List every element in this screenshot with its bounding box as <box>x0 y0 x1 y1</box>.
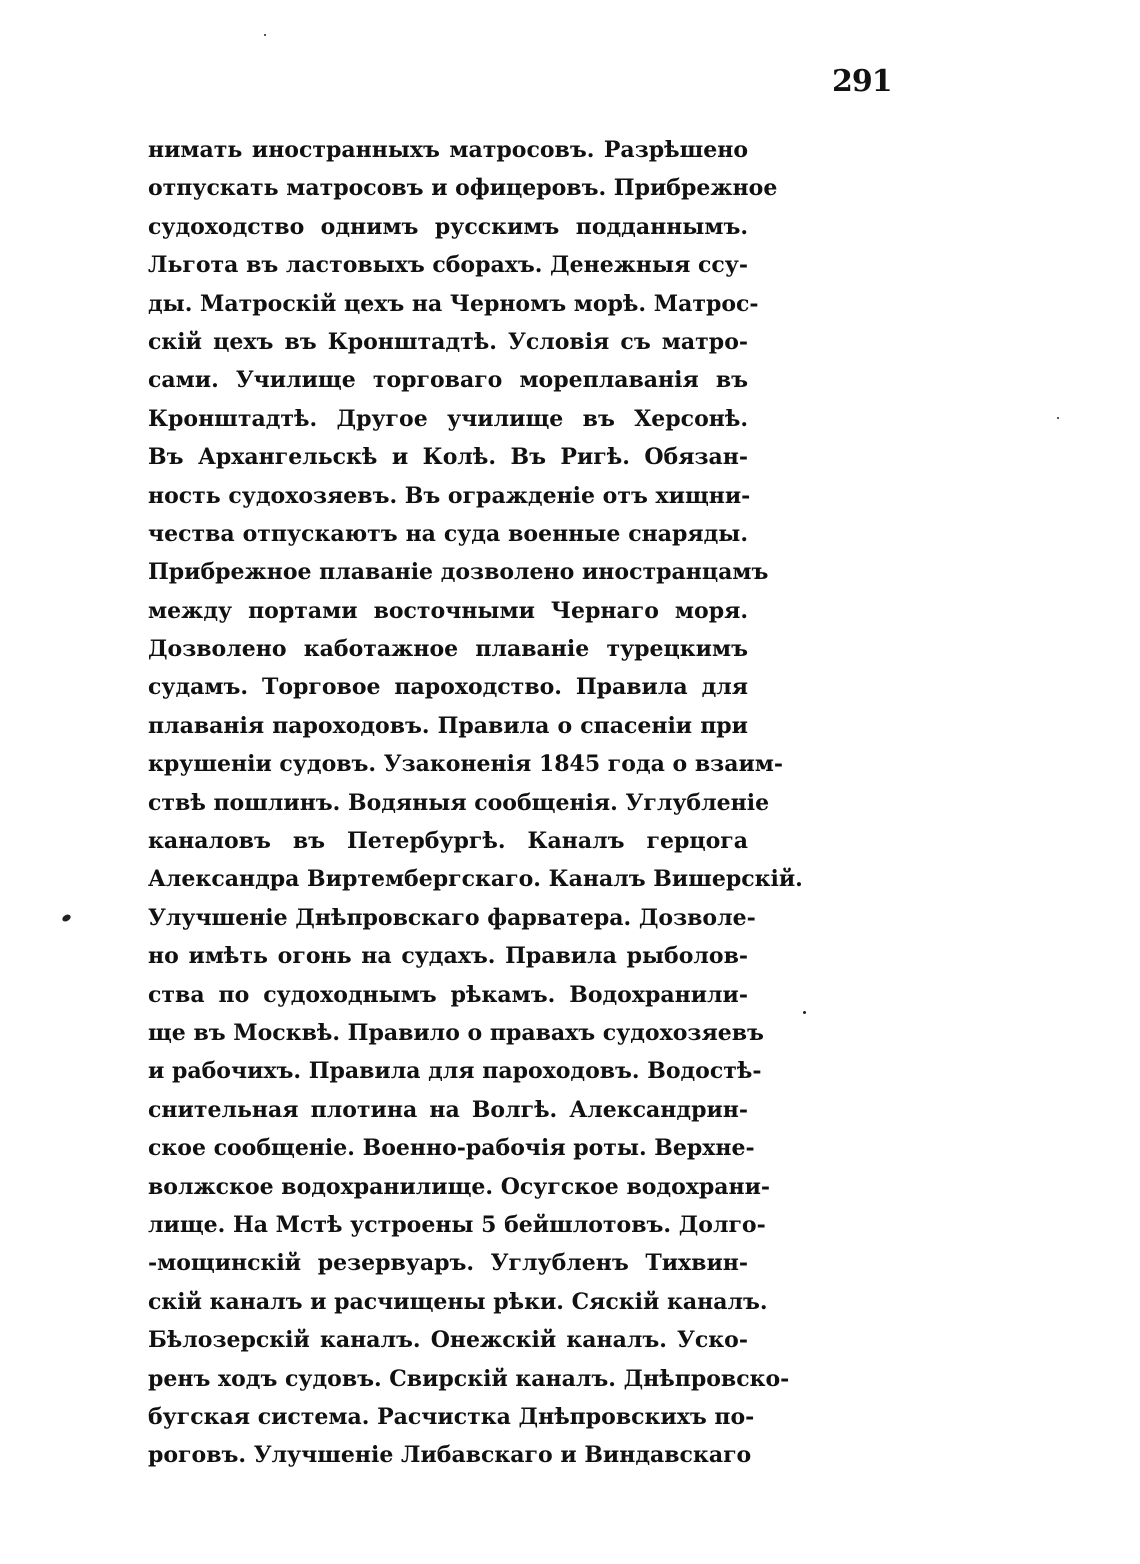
text-line: чества отпускаютъ на суда военные снаряды. <box>148 520 748 547</box>
text-line: Прибрежное плаваніе дозволено иностранцамъ <box>148 559 769 586</box>
text-line: но имѣть огонь на судахъ. Правила рыболов- <box>148 943 748 970</box>
text-line: судоходство однимъ русскимъ подданнымъ. <box>148 213 748 240</box>
text-line: Александра Виртембергскаго. Каналъ Вишерскій. <box>148 866 803 893</box>
text-line: отпускать матросовъ и офицеровъ. Прибрежное <box>148 175 778 202</box>
text-line: между портами восточными Чернаго моря. <box>148 597 748 624</box>
text-line: Улучшеніе Днѣпровскаго фарватера. Дозволе- <box>148 904 756 931</box>
text-line: судамъ. Торговое пароходство. Правила для <box>148 674 748 701</box>
text-line: бугская система. Расчистка Днѣпровскихъ по- <box>148 1403 755 1430</box>
scan-speck <box>264 34 266 36</box>
scan-speck <box>1057 417 1059 419</box>
text-line: скій цехъ въ Кронштадтѣ. Условія съ матро- <box>148 328 748 355</box>
text-line: Льгота въ ластовыхъ сборахъ. Денежныя ссу- <box>148 252 749 279</box>
text-line: каналовъ въ Петербургѣ. Каналъ герцога <box>148 828 748 855</box>
body-text <box>148 131 803 1475</box>
text-line: ства по судоходнымъ рѣкамъ. Водохранили- <box>148 981 748 1008</box>
scan-speck <box>803 1011 806 1014</box>
text-line: и рабочихъ. Правила для пароходовъ. Водостѣ- <box>148 1058 762 1085</box>
text-line: ность судохозяевъ. Въ огражденіе отъ хищни- <box>148 482 751 509</box>
scan-speck <box>61 913 72 923</box>
text-line: Въ Архангельскѣ и Колѣ. Въ Ригѣ. Обязан- <box>148 444 748 471</box>
page-number: 291 <box>832 64 892 99</box>
text-line: сами. Училище торговаго мореплаванія въ <box>148 367 748 394</box>
text-line: -мощинскій резервуаръ. Углубленъ Тихвин- <box>148 1250 748 1277</box>
text-line: ще въ Москвѣ. Правило о правахъ судохозяевъ <box>148 1019 764 1046</box>
text-line: лище. На Мстѣ устроены 5 бейшлотовъ. Долго- <box>148 1211 766 1238</box>
text-line: ское сообщеніе. Военно-рабочія роты. Верхне- <box>148 1135 755 1162</box>
text-line: волжское водохранилище. Осугское водохрани- <box>148 1173 771 1200</box>
text-line: ды. Матроскій цехъ на Черномъ морѣ. Матрос- <box>148 290 759 317</box>
text-line: плаванія пароходовъ. Правила о спасеніи при <box>148 712 748 739</box>
text-line: крушеніи судовъ. Узаконенія 1845 года о взаим- <box>148 751 784 778</box>
text-line: нимать иностранныхъ матросовъ. Разрѣшено <box>148 137 748 163</box>
text-line: ренъ ходъ судовъ. Свирскій каналъ. Днѣпровско- <box>148 1365 790 1392</box>
text-line: ствѣ пошлинъ. Водяныя сообщенія. Углубленіе <box>148 789 770 816</box>
text-line: скій каналъ и расчищены рѣки. Сяскій каналъ. <box>148 1288 768 1315</box>
text-line: Кронштадтѣ. Другое училище въ Херсонѣ. <box>148 405 748 432</box>
text-line: снительная плотина на Волгѣ. Александрин- <box>148 1096 748 1123</box>
text-line: Дозволено каботажное плаваніе турецкимъ <box>148 636 748 663</box>
text-line: Бѣлозерскій каналъ. Онежскій каналъ. Уско- <box>148 1327 748 1354</box>
text-line: роговъ. Улучшеніе Либавскаго и Виндавскаго <box>148 1442 752 1469</box>
